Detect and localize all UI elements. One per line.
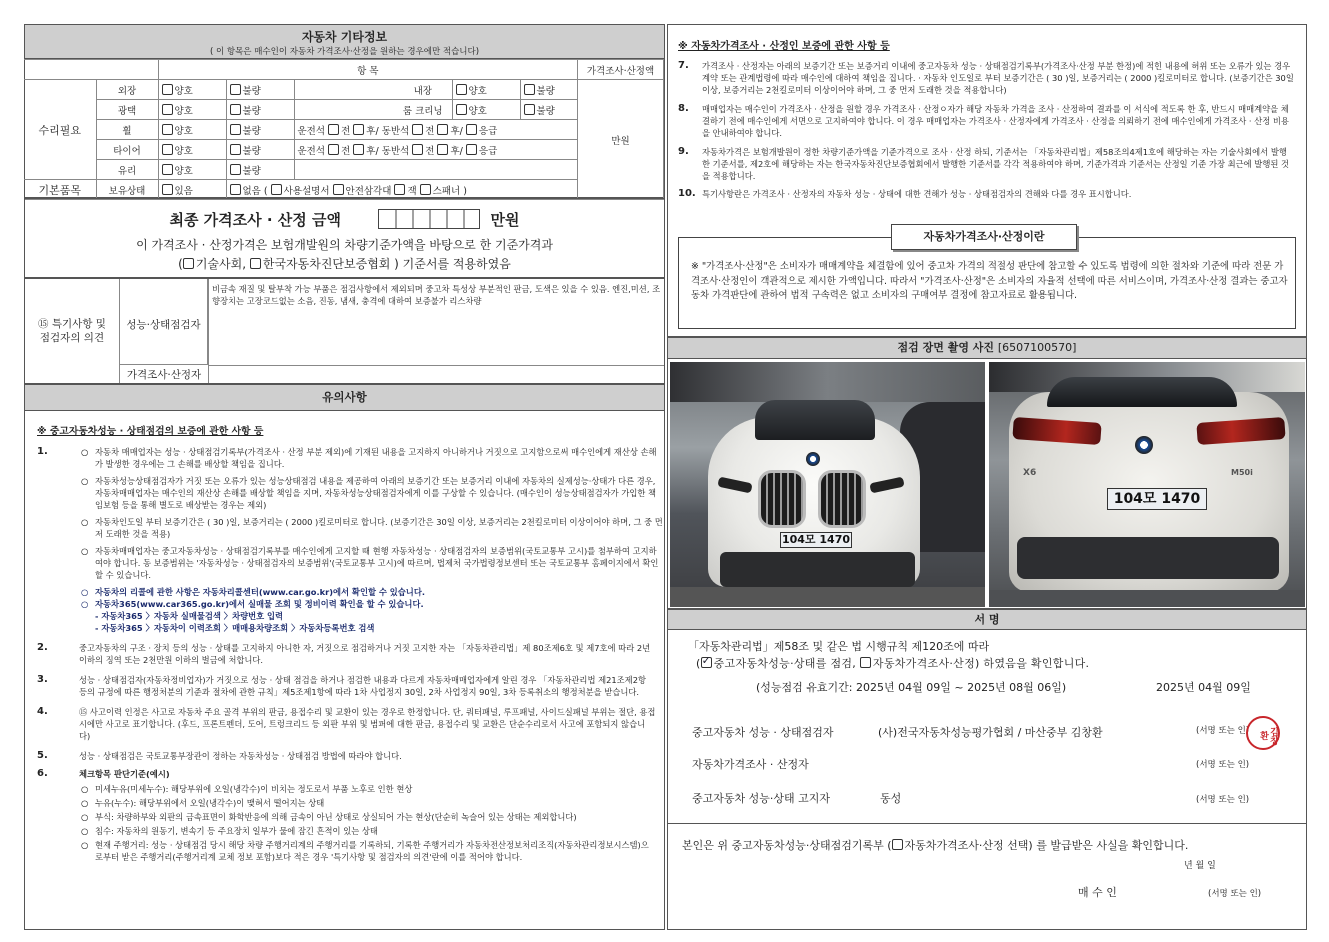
group-repair: 수리필요 [24,80,96,180]
sign-valid: (성능점검 유효기간: 2025년 04월 09일 ~ 2025년 08월 06일) [756,681,1067,694]
tire-pass-rear-checkbox[interactable] [437,144,448,155]
none-checkbox[interactable] [230,184,241,195]
photo-section [667,337,1307,609]
tire-emergency-checkbox[interactable] [466,144,477,155]
caution-car365: ○ 자동차365(www.car365.go.kr)에서 실매물 조회 및 정비이력 확인을 할 수 있습니다. [81,599,424,609]
final-price-boxes[interactable] [378,209,480,229]
caution-1d: ○ 자동차매매업자는 중고자동차성능 · 상태점검기록부를 매수인에게 고지할 때 현행 자동차성능 · 상태점검자의 보증범위(국토교통부 고시)를 첨부하여 고지하여야 합니다. 동 보증범위는 '자동차성능 · 상태점검자의 보증범위'(국토교통부 고시)에 따르며, 법제처 국가법령정보센터 또는 국토교통부 홈페이지에서 확인할 수 있습니다. [81,546,659,580]
photo-title: 점검 장면 촬영 사진 [897,341,995,354]
other-info-subtitle: ( 이 항목은 매수인이 자동차 가격조사·산정을 원하는 경우에만 적습니다) [209,47,480,57]
exterior-ok-checkbox[interactable] [162,84,173,95]
special-inspector-label: 성능·상태점검자 [120,279,208,365]
guarantee-10: 10. 특기사항란은 가격조사 · 산정자의 자동차 성능 · 상태에 대한 견해가 성능 · 상태점검자의 견해와 다를 경우 표시합니다. [678,188,1132,199]
special-note: 비금속 재질 및 탈부착 가능 부품은 점검사항에서 제외되며 중고차 특성상 부분적인 판금, 도색은 있을 수 있음. 엔진,미션, 조향장치는 고장코드없는 소음, 진동, 냄새, 충격에 대하여 보증불가 리스차량 [212,284,661,306]
basic-items: 없음 ( 사용설명서 안전삼각대 잭 스패너 ) [226,180,578,200]
room-bad-checkbox[interactable] [524,104,535,115]
crit-1: ○ 미세누유(미세누수): 해당부위에 오일(냉각수)이 비치는 정도로서 부품 노후로 인한 현상 [81,784,413,794]
other-info-section [24,24,665,198]
glass-ok-checkbox[interactable] [162,164,173,175]
caution-2: 2. 중고자동차의 구조 · 장치 등의 성능 · 상태를 고지하지 아니한 자, 거짓으로 점검하거나 거짓 고지한 자는 「자동차관리법」제 80조제6호 및 제7호에 따라 2년 이하의 징역 또는 2천만원 이하의 벌금에 처합니다. [37,642,651,665]
sign-title: 서 명 [668,610,1306,630]
caution-5: 5. 성능 · 상태점검은 국토교통부장관이 정하는 자동차성능 · 상태점검 방법에 따라야 합니다. [37,750,402,761]
tire-positions: 운전석 전 후/ 동반석 전 후/ 응급 [294,140,578,160]
photo-code: [6507100570] [997,341,1077,354]
special-pricer-label: 가격조사·산정자 [126,369,202,381]
guarantee-section [667,24,1307,337]
other-info-title: 자동차 기타정보 [301,30,388,44]
interior-bad-checkbox[interactable] [524,84,535,95]
crit-3: ○ 부식: 차량하부와 외판의 금속표면이 화학반응에 의해 금속이 아닌 상태로 상실되어 가는 현상(단순히 녹슬어 있는 상태는 제외합니다) [81,812,577,822]
other-info-table: 항 목 가격조사·산정액 수리필요 외장 양호 불량 내장 양호 불량 만원 광택 양호 불량 룸 크리닝 양호 불량 휠 양호 불량 운전석 전 후/ 동반석 전 후/ 응급 타이어 양호 불량 운전석 전 후/ 동반석 전 후/ 응급 유리 양호 불량 기본품목 보유상태 있음 없음 ( 사용설명서 안전삼각대 잭 스패너 ) [24,59,664,200]
row-interior: 내장 [394,80,452,100]
price-unit: 만원 [578,80,664,200]
x6-badge: X6 [1023,468,1037,478]
final-price-section [24,198,665,278]
wheel-pass-rear-checkbox[interactable] [437,124,448,135]
tire-driver-front-checkbox[interactable] [328,144,339,155]
row-own-status: 보유상태 [96,180,158,200]
final-line2: ( 기술사회, 한국자동차진단보증협회 ) 기준서를 적용하였음 [178,257,511,271]
m-badge: M50i [1231,468,1253,477]
exterior-bad-checkbox[interactable] [230,84,241,95]
have-checkbox[interactable] [162,184,173,195]
pricer-label: 자동차가격조사 · 산정자 [692,758,809,771]
caution-6: 6. 체크항목 판단기준(예시) [37,768,170,779]
row-wheel: 휠 [96,120,158,140]
buyer-sig: (서명 또는 인) [1208,889,1262,899]
inspect-checkbox[interactable] [701,657,712,668]
tech-checkbox[interactable] [183,258,194,269]
buyer-price-checkbox[interactable] [892,839,903,850]
caution-1c: ○ 자동차인도일 부터 보증기간은 ( 30 )일, 보증거리는 ( 2000 )킬로미터로 합니다. (보증기간은 30일 이상, 보증거리는 2천킬로미터 이상이어야 하며, 그 중 먼저 도래한 것을 적용) [81,517,663,539]
sign-date: 2025년 04월 09일 [1156,681,1251,694]
final-line1: 이 가격조사 · 산정가격은 보험개발원의 차량기준가액을 바탕으로 한 기준가격과 [136,238,553,252]
row-exterior: 외장 [96,80,158,100]
cautions-title: 유의사항 [25,385,664,411]
item-1-num: 1. [37,446,48,457]
special-notes-section [24,278,665,384]
row-glass: 유리 [96,160,158,180]
inspector-sig: (서명 또는 인) [1196,726,1250,736]
buyer-label: 매 수 인 [1078,886,1117,899]
notifier-sig: (서명 또는 인) [1196,795,1250,805]
wheel-emergency-checkbox[interactable] [466,124,477,135]
cautions-section [24,384,665,930]
caution-car365a: - 자동차365 〉자동차 실매물검색 〉차량번호 입력 [95,611,284,621]
caution-3: 3. 성능 · 상태점검자(자동차정비업자)가 거짓으로 성능 · 상태 점검을 하거나 점검한 내용과 다르게 자동차매매업자에게 알린 경우 「자동차관리법 제21조제2항 등의 규정에 따른 행정처분의 기준과 절차에 관한 규칙」제5조제1항에 따라 1차 사업정지 30일, 2차 사업정지 90일, 3차 등록취소의 행정처분을 받습니다. [37,674,646,697]
tire-bad-checkbox[interactable] [230,144,241,155]
other-info-header [25,25,664,59]
jack-checkbox[interactable] [394,184,405,195]
signature-section [667,609,1307,930]
col-price: 가격조사·산정액 [578,60,664,80]
caution-recall: ○ 자동차의 리콜에 관한 사항은 자동차리콜센터(www.car.go.kr)에서 확인할 수 있습니다. [81,587,425,597]
tire-ok-checkbox[interactable] [162,144,173,155]
group-basic: 기본품목 [24,180,96,200]
wheel-pass-front-checkbox[interactable] [412,124,423,135]
final-price-unit: 만원 [490,211,520,229]
row-tire: 타이어 [96,140,158,160]
guarantee-7: 7. 가격조사 · 산정자는 아래의 보증기간 또는 보증거리 이내에 중고자동차 성능 · 상태점검기록부(가격조사·산정 부분 한정)에 적힌 내용에 허위 또는 오류가 있는 경우 계약 또는 관계법령에 따라 매수인에 대하여 책임을 집니다. · 자동차 인도일로 부터 보증기간은 ( 30 )일, 보증거리는 ( 2000 )킬로미터로 합니다. (보증기간은 30일 이상, 보증거리는 2천킬로미터 이상이어야 하며, 그 중 먼저 도래한 것을 적용합니다) [678,60,1294,95]
guarantee-title: ※ 자동차가격조사 · 산정인 보증에 관한 사항 등 [678,41,890,52]
manual-checkbox[interactable] [271,184,282,195]
final-price-line [25,209,664,230]
row-gloss: 광택 [96,100,158,120]
buyer-ymd: 년 월 일 [1184,861,1216,871]
what-text: ※ "가격조사·산정"은 소비자가 매매계약을 체결함에 있어 중고차 가격의 적절성 판단에 참고할 수 있도록 법령에 의한 절차와 기준에 따라 전문 가격조사·산정인이 객관적으로 제시한 가액입니다. 따라서 "가격조사·산정"은 소비자의 자율적 선택에 따른 서비스이며, 가격조사·산정 결과는 중고자동차 가격판단에 관하여 법적 구속력은 없고 소비자의 구매여부 결정에 참고자료로 활용됩니다. [691,261,1288,301]
kaa-checkbox[interactable] [250,258,261,269]
gloss-bad-checkbox[interactable] [230,104,241,115]
wheel-positions: 운전석 전 후/ 동반석 전 후/ 응급 [294,120,578,140]
wheel-driver-front-checkbox[interactable] [328,124,339,135]
cautions-sub: ※ 중고자동차성능 · 상태점검의 보증에 관한 사항 등 [37,426,264,437]
spanner-checkbox[interactable] [420,184,431,195]
crit-2: ○ 누유(누수): 해당부위에서 오일(냉각수)이 맺혀서 떨어지는 상태 [81,798,325,808]
what-title: 자동차가격조사·산정이란 [891,224,1077,250]
pricer-sig: (서명 또는 인) [1196,760,1250,770]
sign-law: 「자동차관리법」제58조 및 같은 법 시행규칙 제120조에 따라 [688,640,990,653]
sign-options: (✓ 중고자동차성능·상태를 점검, 자동차가격조사·산정) 하였음을 확인합니다. [696,655,1089,671]
rear-plate: 104모 1470 [1107,488,1207,510]
interior-ok-checkbox[interactable] [456,84,467,95]
inspector-label: 중고자동차 성능 · 상태점검자 [692,726,834,739]
notifier-name: 동성 [880,792,902,805]
row-room-clean: 룸 크리닝 [394,100,452,120]
caution-car365b: - 자동차365 〉자동차이 이력조회 〉매매용차량조회 〉자동차등록번호 검색 [95,623,375,633]
tire-driver-rear-checkbox[interactable] [353,144,364,155]
wheel-ok-checkbox[interactable] [162,124,173,135]
inspector-name: (사)전국자동차성능평가협회 / 마산중부 김창환 [878,726,1103,739]
guarantee-9: 9. 자동차가격은 보험개발원이 정한 차량기준가액을 기준가격으로 조사 · 산정 하되, 기준서는 「자동차관리법」제58조의4제1호에 해당하는 자는 기술사회에서 발행한 기준서를, 제2호에 해당하는 자는 한국자동차진단보증협회에서 발행한 기준서를 각각 적용하여야 하며, 기준가격과 기준서는 산정일 기준 가장 최근에 발행된 것을 적용합니다. [678,146,1290,181]
caution-4: 4. ⑮ 사고이력 인정은 사고로 자동차 주요 골격 부위의 판금, 용접수리 및 교환이 있는 경우로 한정합니다. 단, 쿼터패널, 루프패널, 사이드실패널 부위는 절단, 용접 시에만 사고로 표기합니다. (후드, 프론트펜더, 도어, 트렁크리드 등 외판 부위 및 범퍼에 대한 판금, 용접수리 및 교환은 단순수리로서 사고에 포함되지 않습니다) [37,706,656,741]
rear-photo [989,362,1305,607]
notifier-label: 중고자동차 성능·상태 고지자 [692,792,831,805]
inspector-stamp: 김창환 [1246,716,1280,750]
col-item: 항 목 [158,60,578,80]
final-price-title: 최종 가격조사 · 산정 금액 [169,211,341,229]
special-label: ⑮ 특기사항 및 점검자의 의견 [25,279,120,383]
wheel-driver-rear-checkbox[interactable] [353,124,364,135]
front-plate: 104모 1470 [781,533,851,546]
photo-header [668,338,1306,359]
tire-pass-front-checkbox[interactable] [412,144,423,155]
wheel-bad-checkbox[interactable] [230,124,241,135]
front-photo [670,362,985,607]
glass-bad-checkbox[interactable] [230,164,241,175]
caution-1a: ○ 자동차 매매업자는 성능 · 상태점검기록부(가격조사 · 산정 부분 제외)에 기재된 내용을 고지하지 아니하거나 거짓으로 고지함으로써 매수인에게 재산상 손해가 발생한 경우에는 그 손해를 배상할 책임을 집니다. [81,447,657,469]
triangle-checkbox[interactable] [333,184,344,195]
crit-5: ○ 현재 주행거리: 성능 · 상태점검 당시 해당 차량 주행거리계의 주행거리를 기록하되, 기록한 주행거리가 자동차전산정보처리조직(자동차관리정보시스템)으로부터 받은 주행거리(주행거리계 교체 정보 포함)보다 적은 경우 '특기사항 및 점검자의 의견'란에 이를 적어야 합니다. [81,840,649,862]
caution-1b: ○ 자동차성능상태점검자가 거짓 또는 오류가 있는 성능상태점검 내용을 제공하여 아래의 보증기간 또는 보증거리 이내에 자동차의 실제성능·상태가 다른 경우, 자동차매매업자는 매수인의 재산상 손해를 배상할 책임을 지며, 자동차성능상태점검자에게 이를 구상할 수 있습니다. (매수인이 성능상태점검자가 가입한 책임보험 등을 통해 별도로 배상받는 경우는 제외) [81,476,657,510]
buyer-confirm: 본인은 위 중고자동차성능·상태점검기록부 ( 자동차가격조사·산정 선택) 를 발급받은 사실을 확인합니다. [682,839,1189,852]
what-box [678,230,1296,329]
price-checkbox[interactable] [860,657,871,668]
gloss-ok-checkbox[interactable] [162,104,173,115]
crit-4: ○ 침수: 자동차의 원동기, 변속기 등 주요장치 일부가 물에 잠긴 흔적이 있는 상태 [81,826,378,836]
guarantee-8: 8. 매매업자는 매수인이 가격조사 · 산정을 원할 경우 가격조사 · 산정ㅇ자가 해당 자동차 가격을 조사 · 산정하여 결과를 이 서식에 적도록 한 후, 반드시 매매계약을 체결하기 전에 매수인에게 서면으로 고지하여야 합니다. 이 경우 매매업자는 가격조사 · 산정자에게 가격조사 · 산정을 의뢰하기 전에 매수인에게 가격조사 · 산정 비용을 안내하여야 합니다. [678,103,1289,138]
room-ok-checkbox[interactable] [456,104,467,115]
